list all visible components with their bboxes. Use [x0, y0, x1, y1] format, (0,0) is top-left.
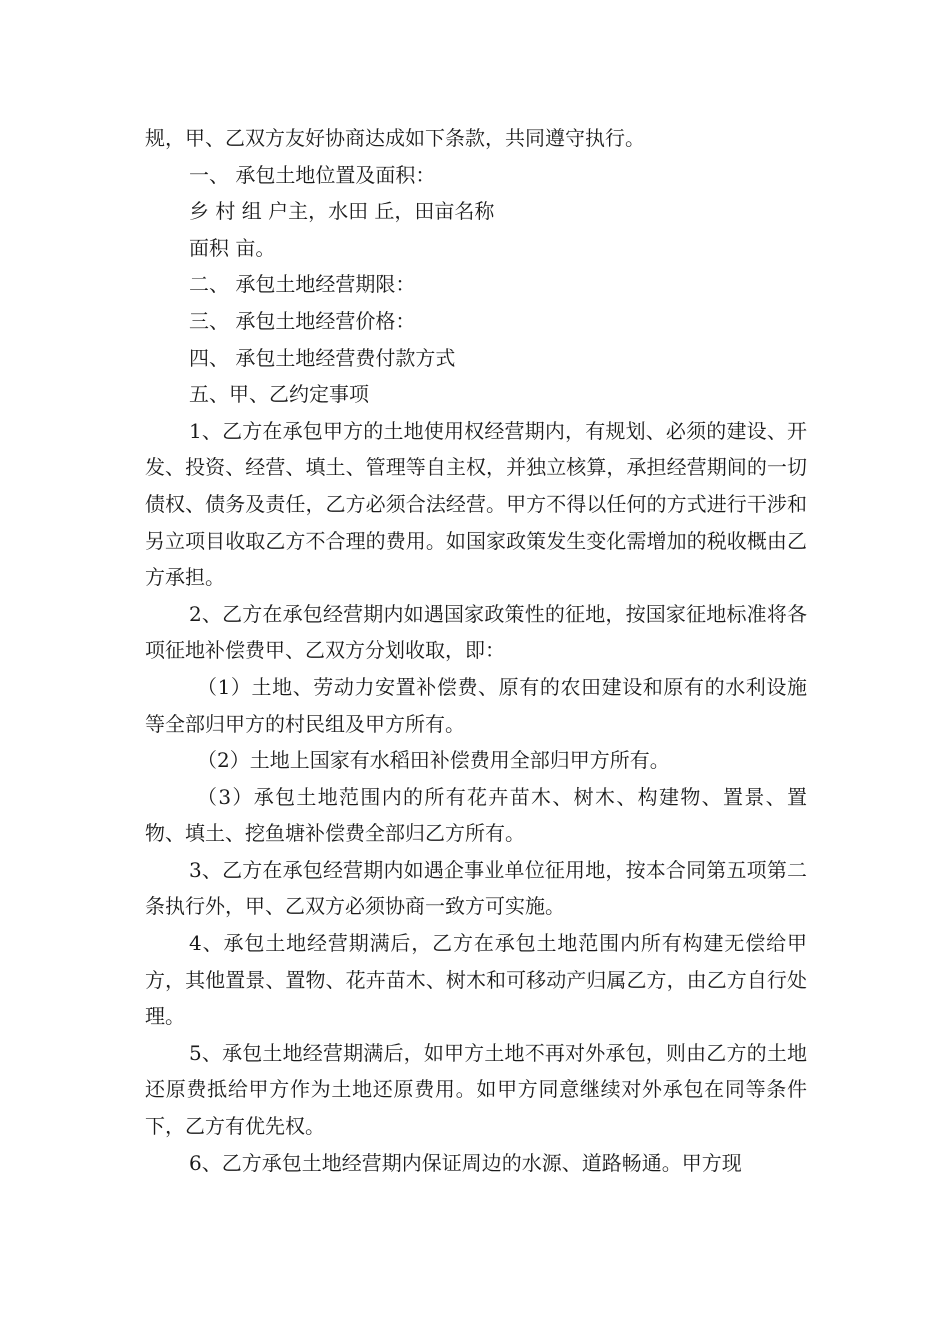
clause-heading-4: 四、 承包土地经营费付款方式: [189, 345, 456, 370]
sub-item-2: （2）土地上国家有水稻田补偿费用全部归甲方所有。: [197, 748, 670, 773]
term-item-6: 6、乙方承包土地经营期内保证周边的水源、道路畅通。甲方现: [189, 1150, 742, 1175]
paragraph-continuation: 规，甲、乙双方友好协商达成如下条款，共同遵守执行。: [145, 126, 645, 150]
sub-item-1: （1）土地、劳动力安置补偿费、原有的农田建设和原有的水利设施等全部归甲方的村民组及甲方所有。: [145, 674, 807, 736]
term-item-5: 5、承包土地经营期满后，如甲方土地不再对外承包，则由乙方的土地还原费抵给甲方作为土地还原费用。如甲方同意继续对外承包在同等条件下，乙方有优先权。: [145, 1040, 807, 1139]
term-item-4: 4、承包土地经营期满后，乙方在承包土地范围内所有构建无偿给甲方，其他置景、置物、花卉苗木、树木和可移动产归属乙方，由乙方自行处理。: [145, 931, 807, 1029]
term-item-2: 2、乙方在承包经营期内如遇国家政策性的征地，按国家征地标准将各项征地补偿费甲、乙双方分划收取，即：: [145, 601, 807, 663]
document-body: [145, 120, 807, 1181]
term-item-1: 1、乙方在承包甲方的土地使用权经营期内，有规划、必须的建设、开发、投资、经营、填土、管理等自主权，并独立核算，承担经营期间的一切债权、债务及责任，乙方必须合法经营。甲方不得以任何的方式进行干涉和另立项目收取乙方不合理的费用。如国家政策发生变化需增加的税收概由乙方承担。: [145, 418, 807, 590]
clause-heading-2: 二、 承包土地经营期限：: [189, 272, 416, 297]
clause-heading-1: 一、 承包土地位置及面积：: [189, 162, 436, 187]
sub-item-3: （3）承包土地范围内的所有花卉苗木、树木、构建物、置景、置物、填土、挖鱼塘补偿费全部归乙方所有。: [145, 784, 807, 846]
term-item-3: 3、乙方在承包经营期内如遇企事业单位征用地，按本合同第五项第二条执行外，甲、乙双方必须协商一致方可实施。: [145, 857, 807, 919]
clause-heading-5: 五、甲、乙约定事项: [189, 382, 369, 407]
clause-heading-3: 三、 承包土地经营价格：: [189, 308, 416, 333]
area-line: 面积 亩。: [189, 235, 276, 260]
location-line: 乡 村 组 户主，水田 丘，田亩名称: [189, 199, 495, 224]
